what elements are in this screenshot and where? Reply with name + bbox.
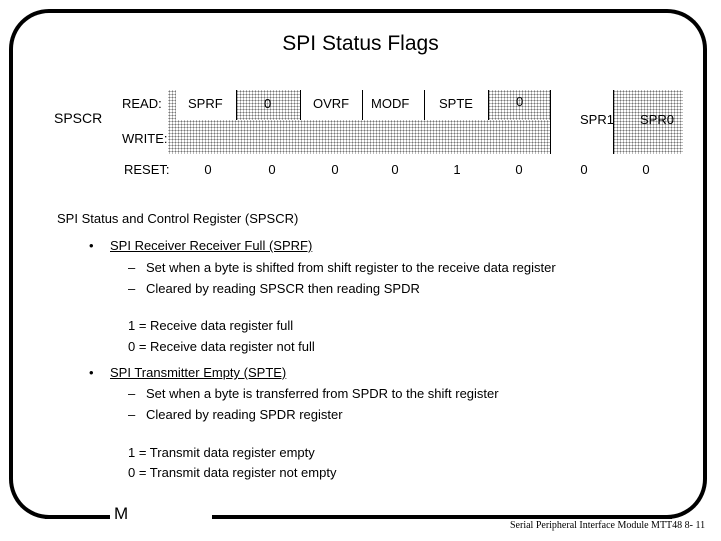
bit-divider <box>300 90 301 120</box>
bit4-read-label: MODF <box>371 96 410 111</box>
spte-clear-text: Cleared by reading SPDR register <box>146 407 343 422</box>
dash: – <box>128 281 136 296</box>
register-name: SPSCR <box>54 110 103 126</box>
bit1-label: SPR1 <box>580 112 614 127</box>
dash: – <box>128 407 136 422</box>
section-heading: SPI Status and Control Register (SPSCR) <box>57 211 299 226</box>
spte-note-0: 0 = Transmit data register not empty <box>128 465 337 480</box>
sprf-clear-text: Cleared by reading SPSCR then reading SPDR <box>146 281 420 296</box>
motorola-logo: M <box>114 504 129 523</box>
read-left-shade <box>168 90 176 120</box>
sprf-note-1: 1 = Receive data register full <box>128 318 294 333</box>
bit-divider <box>236 90 237 120</box>
bullet-marker: • <box>89 238 94 253</box>
bit5-reset: 0 <box>331 162 339 177</box>
bit0-reset: 0 <box>642 162 650 177</box>
bit7-reset: 0 <box>204 162 212 177</box>
bullet-title-sprf: SPI Receiver Receiver Full (SPRF) <box>110 238 313 253</box>
frame-bottom-line-left <box>45 515 110 519</box>
page-title: SPI Status Flags <box>282 32 439 55</box>
footer-text: Serial Peripheral Interface Module MTT48 8- 11 <box>510 520 706 531</box>
bit0-label: SPR0 <box>640 112 674 127</box>
bit3-reset: 1 <box>453 162 461 177</box>
bit2-reset: 0 <box>515 162 523 177</box>
bit5-read-label: OVRF <box>313 96 350 111</box>
bullet-marker: • <box>89 365 94 380</box>
bit-divider <box>424 90 425 120</box>
bullet-title-spte: SPI Transmitter Empty (SPTE) <box>110 365 287 380</box>
bit-divider <box>488 90 489 120</box>
write-label: WRITE: <box>122 131 168 146</box>
bit-divider <box>550 90 551 154</box>
reset-label: RESET: <box>124 162 170 177</box>
bit6-reset: 0 <box>268 162 276 177</box>
read-label: READ: <box>122 96 162 111</box>
bit-divider <box>362 90 363 120</box>
bit1-reset: 0 <box>580 162 588 177</box>
bit4-reset: 0 <box>391 162 399 177</box>
spte-note-1: 1 = Transmit data register empty <box>128 445 315 460</box>
sprf-note-0: 0 = Receive data register not full <box>128 339 315 354</box>
dash: – <box>128 260 136 275</box>
sprf-set-text: Set when a byte is shifted from shift register to the receive data register <box>146 260 556 275</box>
bit7-read-label: SPRF <box>188 96 223 111</box>
frame-bottom-line-right <box>212 515 672 519</box>
bit6-read-label: 0 <box>264 96 272 111</box>
spte-set-text: Set when a byte is transferred from SPDR to the shift register <box>146 386 499 401</box>
write-row-shade <box>168 120 613 154</box>
bit2-read-label: 0 <box>516 94 524 109</box>
bit3-read-label: SPTE <box>439 96 473 111</box>
dash: – <box>128 386 136 401</box>
